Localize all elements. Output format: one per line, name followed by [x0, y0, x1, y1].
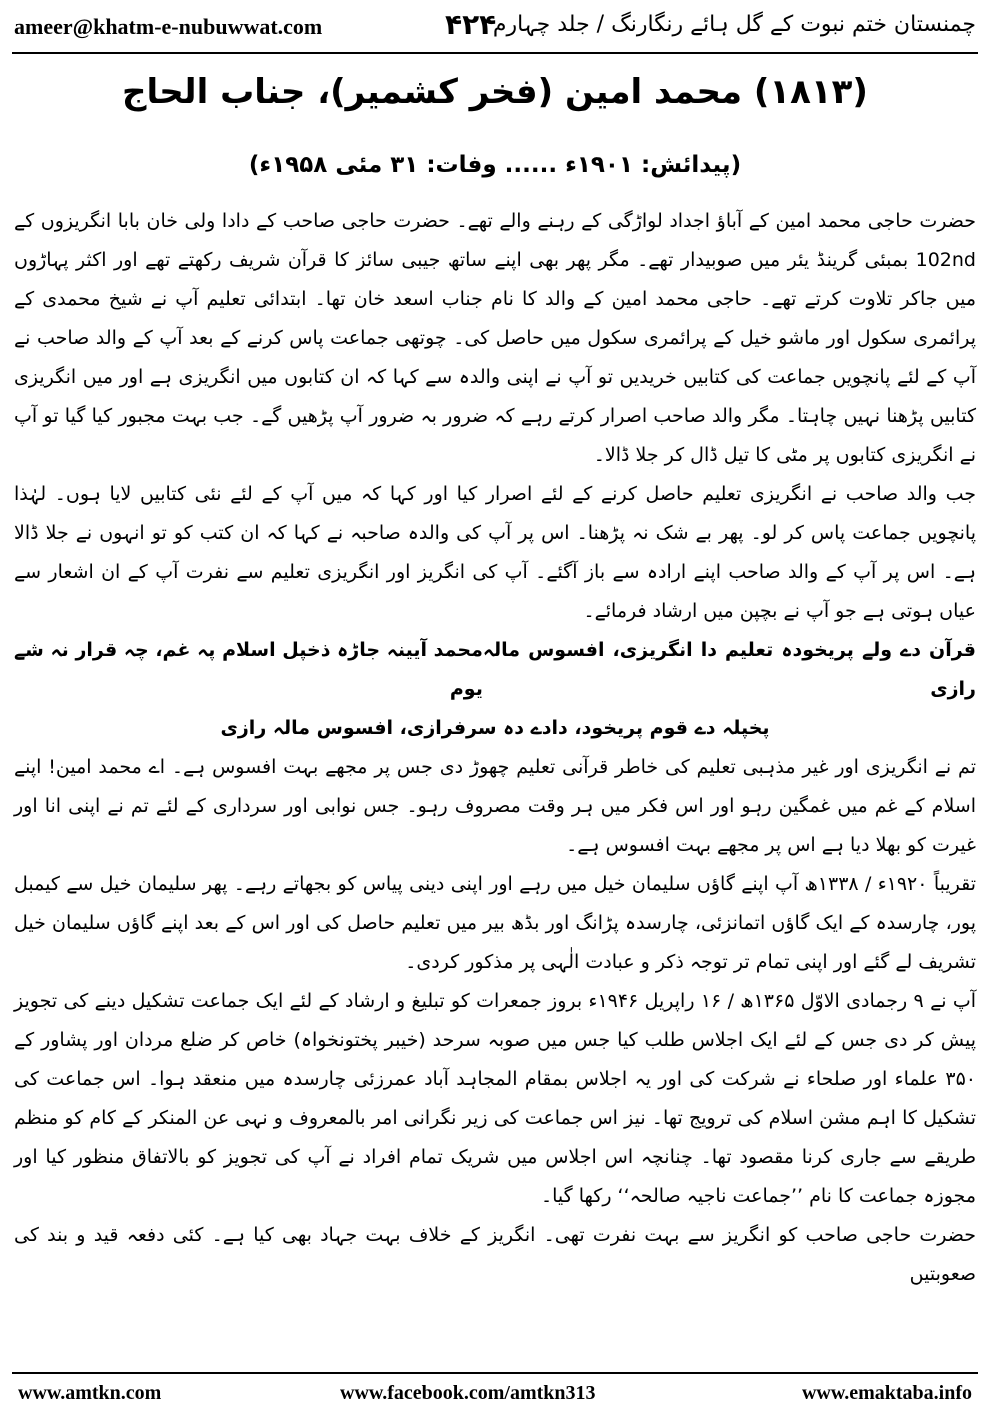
- footer-link-facebook[interactable]: www.facebook.com/amtkn313: [340, 1382, 596, 1404]
- verse-right: قرآن دے ولے پریخودہ تعلیم دا انگریزی، افسوس مالہ رازی: [482, 639, 976, 700]
- book-title: چمنستان ختم نبوت کے گل ہائے رنگارنگ / جلد چہارم: [492, 12, 976, 37]
- article-body: [14, 202, 976, 1294]
- header-email: ameer@khatm-e-nubuwwat.com: [14, 14, 323, 39]
- paragraph: جب والد صاحب نے انگریزی تعلیم حاصل کرنے کے لئے اصرار کیا اور کہا کہ میں آپ کے لئے نئی کتابیں لایا ہوں۔ لہٰذا پانچویں جماعت پاس کر لو۔ پھر بے شک نہ پڑھنا۔ اس پر آپ کی والدہ صاحبہ نے کہا کہ ان کتب کو تو انہوں نے جلا ڈالا ہے۔ اس پر آپ کے والد صاحب اپنے ارادہ سے باز آگئے۔ آپ کی انگریز اور انگریزی تعلیم سے نفرت آپ کے ان اشعار سے عیاں ہوتی ہے جو آپ نے بچپن میں ارشاد فرمائے۔: [14, 483, 976, 622]
- article-title: (۱۸۱۳) محمد امین (فخر کشمیر)، جناب الحاج: [122, 72, 868, 112]
- page-footer: [0, 1372, 990, 1420]
- paragraph: حضرت حاجی صاحب کو انگریز سے بہت نفرت تھی۔ انگریز کے خلاف بہت جہاد بھی کیا ہے۔ کئی دفعہ قید و بند کی صعوبتیں: [14, 1224, 976, 1285]
- footer-link-emaktaba[interactable]: www.emaktaba.info: [801, 1382, 972, 1404]
- paragraph: تم نے انگریزی اور غیر مذہبی تعلیم کی خاطر قرآنی تعلیم چھوڑ دی جس پر مجھے بہت افسوس ہے۔ اے محمد امین! اپنے اسلام کے غم میں غمگین رہو اور اس فکر میں ہر وقت مصروف رہو۔ جس نوابی اور سرداری کے لئے تم نے اپنی انا اور غیرت کو بھلا دیا ہے اس پر مجھے بہت افسوس ہے۔: [14, 756, 976, 856]
- page-number: ۴۲۴: [445, 8, 497, 41]
- paragraph: حضرت حاجی محمد امین کے آباؤ اجداد لواڑگی کے رہنے والے تھے۔ حضرت حاجی صاحب کے دادا ولی خان بابا انگریزوں کے 102nd بمبئی گرینڈ یئر میں صوبیدار تھے۔ مگر پھر بھی اپنے ساتھ جیبی سائز کا قرآن شریف رکھتے تھے اور اکثر پہاڑوں میں جاکر تلاوت کرتے تھے۔ حاجی محمد امین کے والد کا نام جناب اسعد خان تھا۔ ابتدائی تعلیم آپ نے شیخ محمدی کے پرائمری سکول اور ماشو خیل کے پرائمری سکول میں حاصل کی۔ چوتھی جماعت پاس کرنے کے بعد آپ کے والد صاحب نے آپ کے لئے پانچویں جماعت کی کتابیں خریدیں تو آپ نے اپنی والدہ سے کہا کہ ان کتابوں میں انگریزی ہے اور میں انگریزی کتابیں پڑھنا نہیں چاہتا۔ مگر والد صاحب اصرار کرتے رہے کہ ضرور بہ ضرور آپ پڑھیں گے۔ جب بہت مجبور کیا گیا تو آپ نے انگریزی کتابوں پر مٹی کا تیل ڈال کر جلا ڈالا۔: [14, 210, 976, 466]
- page-header: [0, 0, 990, 56]
- paragraph: آپ نے ۹ رجمادی الاوّل ۱۳۶۵ھ / ۱۶ راپریل ۱۹۴۶ء بروز جمعرات کو تبلیغ و ارشاد کے لئے ایک جماعت تشکیل دینے کی تجویز پیش کر دی جس کے لئے ایک اجلاس طلب کیا جس میں صوبہ سرحد (خیبر پختونخواہ) خاص کر ضلع مردان اور پشاور کے ۳۵۰ علماء اور صلحاء نے شرکت کی اور یہ اجلاس بمقام المجاہد آباد عمرزئی چارسدہ میں منعقد ہوا۔ اس جماعت کی تشکیل کا اہم مشن اسلام کی ترویج تھا۔ نیز اس جماعت کی زیر نگرانی امر بالمعروف و نہی عن المنکر کے کام کو منظم طریقے سے جاری کرنا مقصود تھا۔ چنانچہ اس اجلاس میں شریک تمام افراد نے آپ کی تجویز کو بالاتفاق منظور کیا اور مجوزہ جماعت کا نام ’’جماعت ناجیہ صالحہ‘‘ رکھا گیا۔: [14, 990, 976, 1207]
- article-subtitle: (پیدائش: ۱۹۰۱ء ...... وفات: ۳۱ مئی ۱۹۵۸ء): [248, 152, 742, 178]
- footer-divider: [12, 1372, 978, 1374]
- verse-center: پخپلہ دے قوم پریخود، دادے دہ سرفرازی، افسوس مالہ رازی: [220, 717, 770, 739]
- footer-link-amtkn[interactable]: www.amtkn.com: [18, 1382, 162, 1404]
- verse-left: محمد آیینہ جاڑہ ذخپل اسلام پہ غم، چہ قرار نہ شے یوم: [14, 639, 483, 700]
- verse-line: [14, 631, 976, 709]
- paragraph: تقریباً ۱۹۲۰ء / ۱۳۳۸ھ آپ اپنے گاؤں سلیمان خیل میں رہے اور اپنی دینی پیاس کو بجھاتے رہے۔ پھر سلیمان خیل سے کیمبل پور، چارسدہ کے ایک گاؤں اتمانزئی، چارسدہ پڑانگ اور بڈھ بیر میں تعلیم حاصل کی اور اس کے بعد اپنے گاؤں سلیمان خیل تشریف لے گئے اور اپنی تمام تر توجہ ذکر و عبادت الٰہی پر مذکور کردی۔: [14, 873, 977, 973]
- header-divider: [12, 52, 978, 54]
